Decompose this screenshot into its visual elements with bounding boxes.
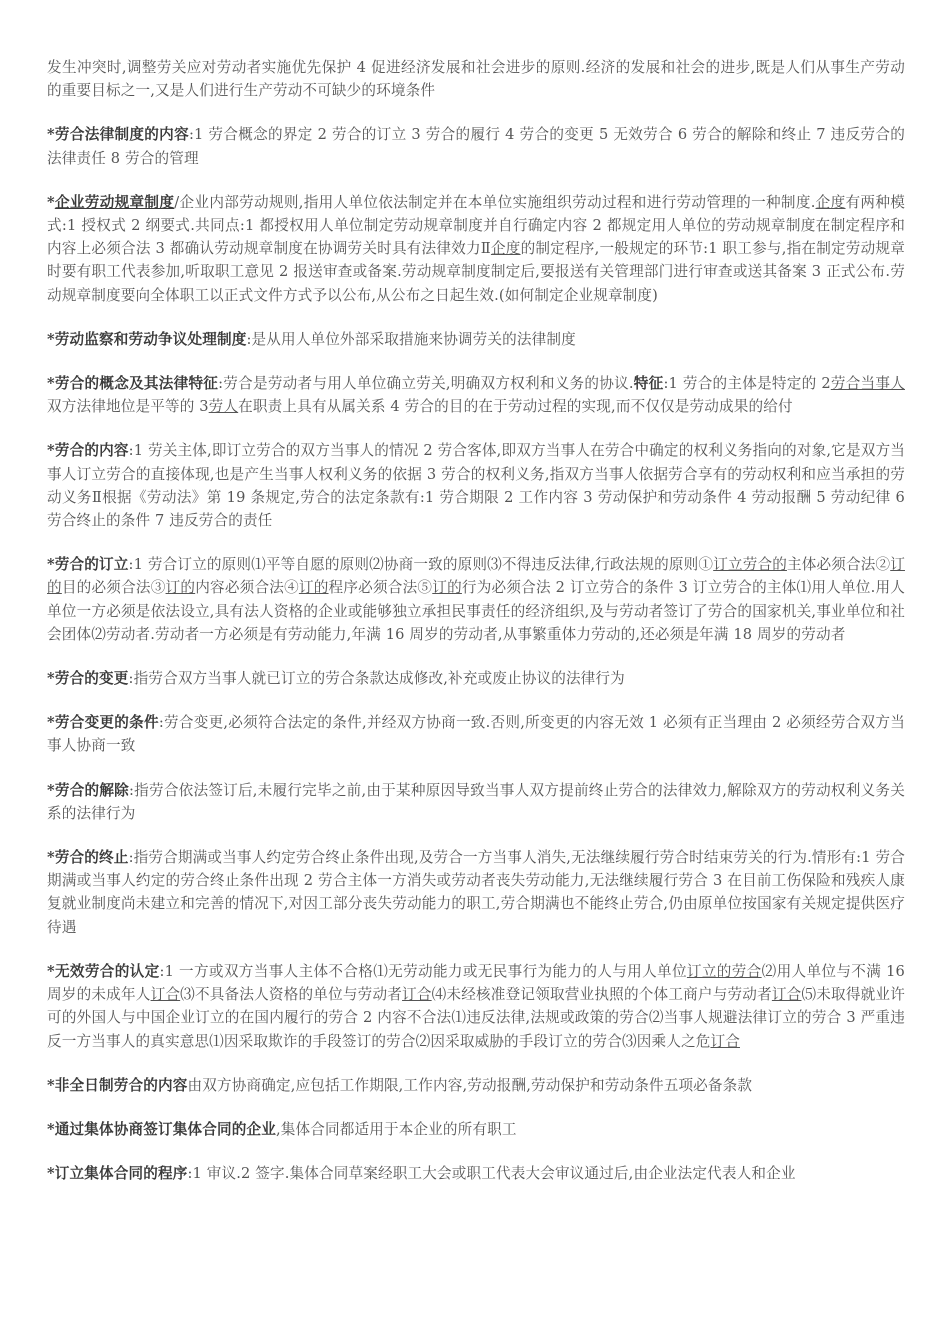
underlined-term: 企度 bbox=[815, 193, 846, 211]
text-run: ⑵用人单位与不满 16 周岁的未成年人 bbox=[47, 962, 905, 1004]
document-page bbox=[47, 56, 905, 1206]
paragraph bbox=[47, 960, 905, 1053]
paragraph bbox=[47, 846, 905, 939]
paragraph bbox=[47, 1074, 905, 1097]
paragraph bbox=[47, 1118, 905, 1141]
text-run: 有两种模式:1 授权式 2 纲要式.共同点:1 都授权用人单位制定劳动规章制度并自行确定内容 2 都规定用人单位的劳动规章制度在制定程序和内容上必须合法 3 都确认劳动规章制度在协调劳关时具有法律效力Ⅱ bbox=[47, 193, 905, 258]
underlined-term: 订合 bbox=[150, 986, 181, 1004]
paragraph bbox=[47, 123, 905, 169]
text-run: 发生冲突时,调整劳关应对劳动者实施优先保护 4 促进经济发展和社会进步的原则.经济的发展和社会的进步,既是人们从事生产劳动的重要目标之一,又是人们进行生产劳动不可缺少的环境条件 bbox=[47, 59, 905, 100]
paragraph bbox=[47, 56, 905, 102]
underlined-term: 订合 bbox=[771, 986, 802, 1004]
text-run: 在职责上具有从属关系 4 劳合的目的在于劳动过程的实现,而不仅仅是劳动成果的给付 bbox=[238, 398, 793, 416]
text-run: ,集体合同都适用于本企业的所有职工 bbox=[275, 1120, 517, 1138]
text-run: :劳合是劳动者与用人单位确立劳关,明确双方权利和义务的协议. bbox=[218, 375, 634, 393]
section-heading: *劳合的解除 bbox=[47, 781, 130, 799]
text-run: :1 劳合概念的界定 2 劳合的订立 3 劳合的履行 4 劳合的变更 5 无效劳合 6 劳合的解除和终止 7 违反劳合的法律责任 8 劳合的管理 bbox=[47, 126, 905, 167]
text-run: 程序必须合法⑤ bbox=[328, 579, 433, 597]
text-run: :劳合变更,必须符合法定的条件,并经双方协商一致.否则,所变更的内容无效 1 必须有正当理由 2 必须经劳合双方当事人协商一致 bbox=[47, 714, 905, 755]
underlined-term: 企度 bbox=[490, 240, 521, 258]
text-run: :指劳合双方当事人就已订立的劳合条款达成修改,补充或废止协议的法律行为 bbox=[128, 670, 625, 688]
underlined-term: 订的 bbox=[298, 579, 329, 597]
section-heading: *劳合的终止 bbox=[47, 849, 129, 867]
text-run: :指劳合期满或当事人约定劳合终止条件出现,及劳合一方当事人消失,无法继续履行劳合时结束劳关的行为.情形有:1 劳合期满或当事人约定的劳合终止条件出现 2 劳合主体一方消失或劳动者丧失劳动能力,无法继续履行劳合 3 在目前工伤保险和残疾人康复就业制度尚未建立和完善的情况下,对因工部分丧失劳动能力的职工,劳合期满也不能终止劳合,仍由原单位按国家有关规定提供医疗待遇 bbox=[47, 849, 905, 936]
underlined-term: 劳人 bbox=[208, 398, 239, 416]
paragraph bbox=[47, 439, 905, 532]
paragraph bbox=[47, 711, 905, 757]
section-heading: *通过集体协商签订集体合同的企业 bbox=[47, 1120, 276, 1138]
text-run: :指劳合依法签订后,未履行完毕之前,由于某种原因导致当事人双方提前终止劳合的法律效力,解除双方的劳动权利义务关系的法律行为 bbox=[47, 781, 905, 822]
section-heading: *劳动监察和劳动争议处理制度 bbox=[47, 330, 247, 348]
section-heading: *劳合的概念及其法律特征 bbox=[47, 375, 219, 393]
section-heading: *订立集体合同的程序 bbox=[47, 1165, 188, 1183]
section-heading: *无效劳合的认定 bbox=[47, 962, 160, 980]
paragraph bbox=[47, 667, 905, 690]
section-heading: *劳合的内容 bbox=[47, 442, 129, 460]
paragraph bbox=[47, 779, 905, 825]
section-heading: *劳合变更的条件 bbox=[47, 714, 159, 732]
text-run: :1 劳关主体,即订立劳合的双方当事人的情况 2 劳合客体,即双方当事人在劳合中确定的权利义务指向的对象,它是双方当事人订立劳合的直接体现,也是产生当事人权利义务的依据 3 劳合的权利义务,指双方当事人依据劳合享有的劳动权利和应当承担的劳动义务Ⅱ根据《劳动法》第 19 条规定,劳合的法定条款有:1 劳合期限 2 工作内容 3 劳动保护和劳动条件 4 劳动报酬 5 劳动纪律 6 劳合终止的条件 7 违反劳合的责任 bbox=[47, 442, 905, 530]
section-heading: *劳合法律制度的内容 bbox=[47, 126, 189, 144]
paragraph bbox=[47, 553, 905, 646]
underlined-term: 订立劳合的 bbox=[713, 556, 787, 574]
underlined-term: 订合 bbox=[402, 986, 432, 1004]
paragraph bbox=[47, 191, 905, 307]
section-heading: *劳合的订立 bbox=[47, 556, 129, 574]
paragraph bbox=[47, 1162, 905, 1185]
section-heading: 特征 bbox=[633, 375, 664, 393]
text-run: 双方法律地位是平等的 3 bbox=[47, 398, 209, 416]
section-heading: *劳合的变更 bbox=[47, 670, 129, 688]
underlined-term: 订立的劳合 bbox=[686, 962, 762, 980]
text-run: 由双方协商确定,应包括工作期限,工作内容,劳动报酬,劳动保护和劳动条件五项必备条款 bbox=[187, 1076, 753, 1094]
text-run: ⑸未取得就业许可的外国人与中国企业订立的在国内履行的劳合 2 内容不合法⑴违反法律,法规或政策的劳合⑵当事人规避法律订立的劳合 3 严重违反一方当事人的真实意思⑴因采取欺诈的手段签订的劳合⑵因采取威胁的手段订立的劳合⑶因乘人之危 bbox=[47, 986, 905, 1050]
underlined-term: 订的 bbox=[432, 579, 462, 597]
text-run: :1 劳合订立的原则⑴平等自愿的原则⑵协商一致的原则⑶不得违反法律,行政法规的原则① bbox=[128, 556, 714, 574]
section-heading: * bbox=[47, 193, 55, 211]
paragraph bbox=[47, 328, 905, 351]
text-run: :1 劳合的主体是特定的 2 bbox=[663, 375, 831, 393]
section-heading: 企业劳动规章制度 bbox=[54, 193, 175, 211]
text-run: ⑶不具备法人资格的单位与劳动者 bbox=[180, 986, 403, 1004]
underlined-term: 订的 bbox=[47, 556, 905, 597]
underlined-term: 订合 bbox=[710, 1032, 740, 1050]
text-run: /企业内部劳动规则,指用人单位依法制定并在本单位实施组织劳动过程和进行劳动管理的一种制度. bbox=[174, 193, 816, 211]
text-run: 内容必须合法④ bbox=[195, 579, 299, 597]
text-run: ⑷未经核准登记领取营业执照的个体工商户与劳动者 bbox=[431, 986, 772, 1004]
text-run: :1 审议.2 签字.集体合同草案经职工大会或职工代表大会审议通过后,由企业法定代表人和企业 bbox=[187, 1165, 796, 1183]
text-run: :是从用人单位外部采取措施来协调劳关的法律制度 bbox=[246, 330, 576, 348]
text-run: :1 一方或双方当事人主体不合格⑴无劳动能力或无民事行为能力的人与用人单位 bbox=[159, 962, 687, 980]
section-heading: *非全日制劳合的内容 bbox=[47, 1076, 188, 1094]
underlined-term: 订的 bbox=[165, 579, 196, 597]
text-run: 目的必须合法③ bbox=[61, 579, 166, 597]
text-run: 的制定程序,一般规定的环节:1 职工参与,指在制定劳动规章时要有职工代表参加,听取职工意见 2 报送审查或备案.劳动规章制度制定后,要报送有关管理部门进行审查或送其备案 3 正式公布.劳动规章制度要向全体职工以正式文件方式予以公布,从公布之日起生效.(如何制定企业规章制度) bbox=[47, 240, 905, 304]
underlined-term: 劳合当事人 bbox=[830, 375, 905, 393]
text-run: 主体必须合法② bbox=[786, 556, 891, 574]
paragraph bbox=[47, 372, 905, 418]
text-run: 行为必须合法 2 订立劳合的条件 3 订立劳合的主体⑴用人单位.用人单位一方必须是依法设立,具有法人资格的企业或能够独立承担民事责任的经济组织,及与劳动者签订了劳合的国家机关,事业单位和社会团体⑵劳动者.劳动者一方必须是有劳动能力,年满 16 周岁的劳动者,从事繁重体力劳动的,还必须是年满 18 周岁的劳动者 bbox=[47, 579, 906, 643]
